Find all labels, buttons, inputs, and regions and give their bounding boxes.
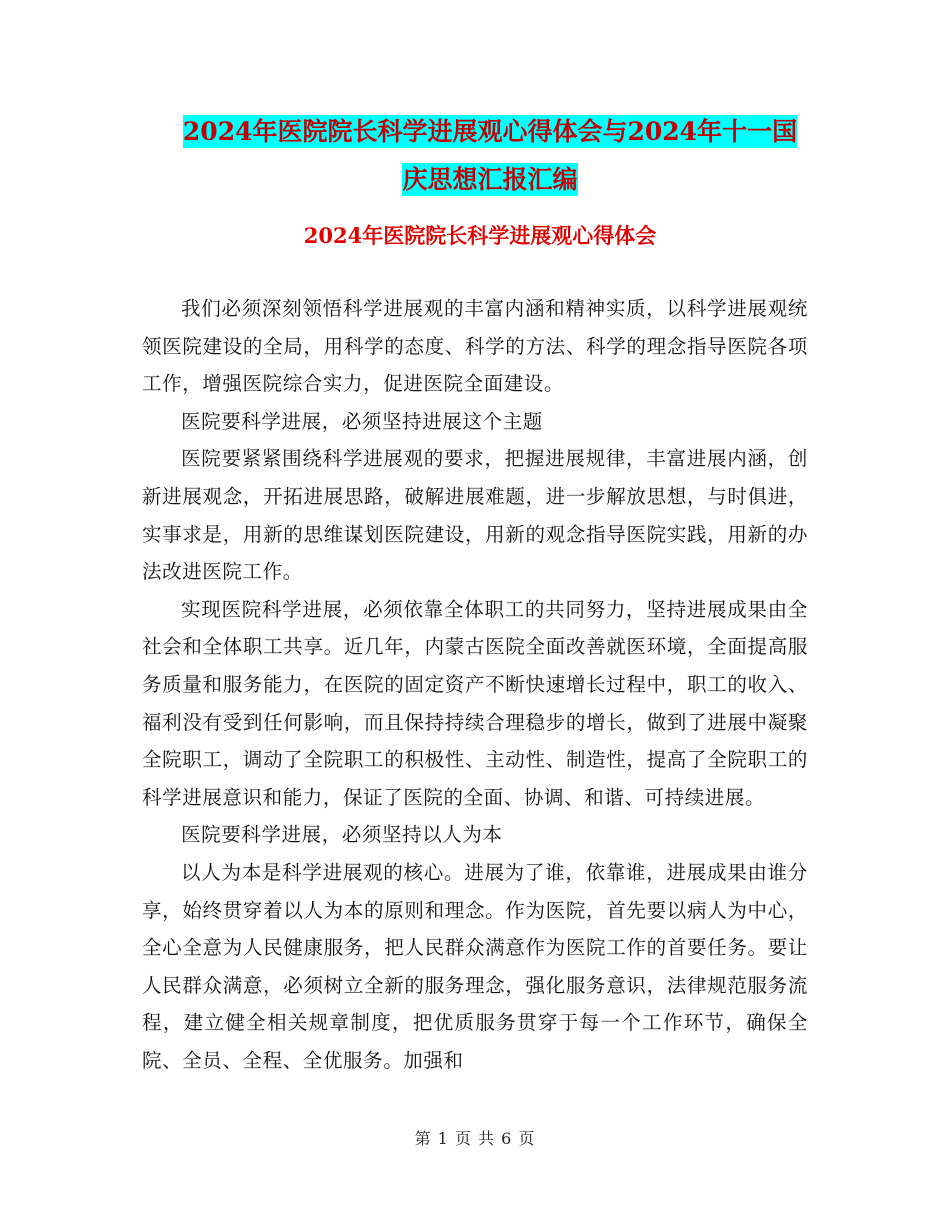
document-title xyxy=(140,108,840,204)
paragraph: 医院要科学进展，必须坚持进展这个主题 xyxy=(181,409,543,433)
title-line-2: 庆思想汇报汇编 xyxy=(402,165,578,194)
paragraph: 我们必须深刻领悟科学进展观的丰富内涵和精神实质，以科学进展观统领医院建设的全局，用科学的态度、科学的方法、科学的理念指导医院各项工作，增强医院综合实力，促进医院全面建设。 xyxy=(142,297,808,396)
paragraph: 医院要紧紧围绕科学进展观的要求，把握进展规律，丰富进展内涵，创新进展观念，开拓进展思路，破解进展难题，进一步解放思想，与时俱进，实事求是，用新的思维谋划医院建设，用新的观念指导医院实践，用新的办法改进医院工作。 xyxy=(142,447,808,584)
paragraph: 以人为本是科学进展观的核心。进展为了谁，依靠谁，进展成果由谁分享，始终贯穿着以人为本的原则和理念。作为医院，首先要以病人为中心，全心全意为人民健康服务，把人民群众满意作为医院工作的首要任务。要让人民群众满意，必须树立全新的服务理念，强化服务意识，法律规范服务流程，建立健全相关规章制度，把优质服务贯穿于每一个工作环节，确保全院、全员、全程、全优服务。加强和 xyxy=(142,860,808,1072)
paragraph: 实现医院科学进展，必须依靠全体职工的共同努力，坚持进展成果由全社会和全体职工共享。近几年，内蒙古医院全面改善就医环境，全面提高服务质量和服务能力，在医院的固定资产不断快速增长过程中，职工的收入、福利没有受到任何影响，而且保持持续合理稳步的增长，做到了进展中凝聚全院职工，调动了全院职工的积极性、主动性、制造性，提高了全院职工的科学进展意识和能力，保证了医院的全面、协调、和谐、可持续进展。 xyxy=(142,597,808,809)
section-heading: 2024年医院院长科学进展观心得体会 xyxy=(303,223,657,248)
page-footer: 第 1 页 共 6 页 xyxy=(414,1129,536,1148)
title-line-1: 2024年医院院长科学进展观心得体会与2024年十一国 xyxy=(182,117,798,146)
body-text xyxy=(142,290,808,1079)
paragraph: 医院要科学进展，必须坚持以人为本 xyxy=(181,823,503,847)
